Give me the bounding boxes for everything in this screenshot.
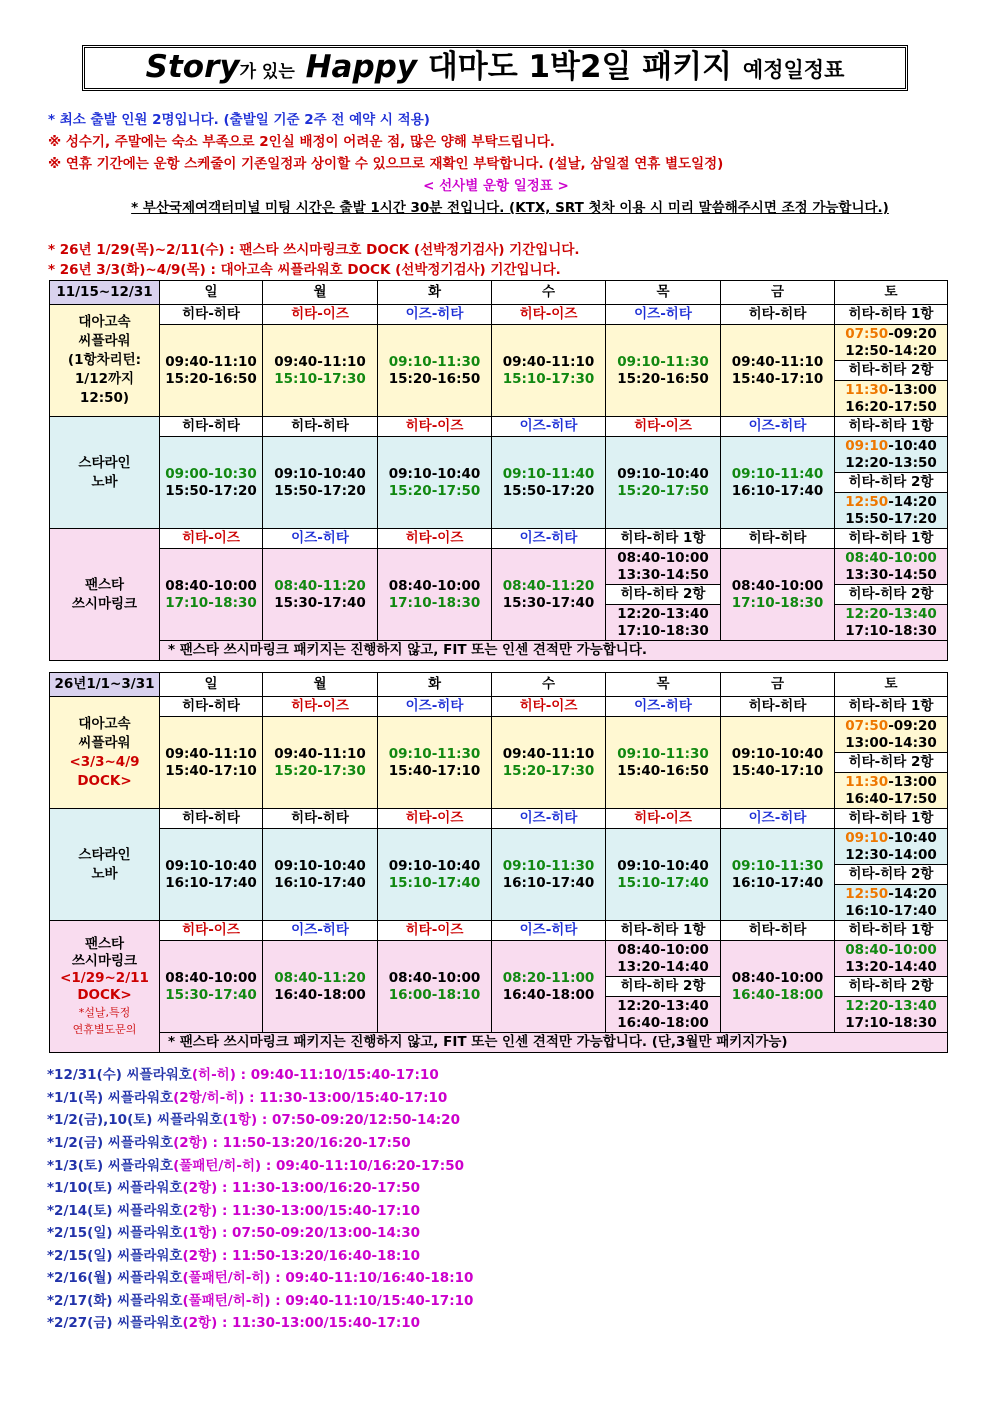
day-header: 화 [378, 673, 492, 697]
title-story: Story [145, 49, 240, 85]
route-cell: 이즈-히타 [492, 417, 606, 437]
route-cell: 히타-이즈 [378, 529, 492, 549]
time-cell: 09:10-10:40 15:20-17:50 [606, 437, 721, 529]
route-cell: 히타-히타 [721, 921, 835, 941]
title-ga: 가 있는 [239, 62, 295, 82]
sat-route-1: 히타-히타 1항 [835, 305, 948, 325]
thu-route-1: 히타-히타 1항 [606, 921, 721, 941]
day-header: 금 [721, 281, 835, 305]
exception-item: *12/31(수) 씨플라워호(히-히) : 09:40-11:10/15:40-17:10 [47, 1067, 439, 1083]
sat-route-2: 히타-히타 2항 [835, 977, 948, 997]
schedule-table-1 [49, 280, 948, 661]
notice-min-people: * 최소 출발 인원 2명입니다. (출발일 기준 2주 전 예약 시 적용) [48, 112, 430, 128]
route-cell: 히타-히타 [160, 809, 263, 829]
operator-pan: 팬스타 쓰시마링크 <1/29~2/11 DOCK> *설날,특정 연휴별도문의 [50, 921, 160, 1053]
time-cell: 08:40-11:20 15:30-17:40 [263, 549, 378, 641]
route-cell: 이즈-히타 [378, 697, 492, 717]
route-cell: 히타-히타 [160, 417, 263, 437]
day-header: 토 [835, 673, 948, 697]
day-header: 목 [606, 281, 721, 305]
sat-route-1: 히타-히타 1항 [835, 809, 948, 829]
day-header: 금 [721, 673, 835, 697]
time-cell: 08:40-10:00 17:10-18:30 [721, 549, 835, 641]
sat-time-1: 07:50-09:20 12:50-14:20 [835, 325, 948, 361]
operator-daea: 대아고속 씨플라워 (1항차리턴: 1/12까지 12:50) [50, 305, 160, 417]
exception-item: *1/10(토) 씨플라워호(2항) : 11:30-13:00/16:20-17:50 [47, 1180, 421, 1196]
route-cell: 이즈-히타 [606, 697, 721, 717]
sat-route-2: 히타-히타 2항 [835, 585, 948, 605]
route-cell: 히타-히타 [160, 697, 263, 717]
panstar-note: * 팬스타 쓰시마링크 패키지는 진행하지 않고, FIT 또는 인센 견적만 가능합니다. [160, 641, 948, 661]
period-label: 11/15~12/31 [50, 281, 160, 305]
thu-time-1: 08:40-10:00 13:30-14:50 [606, 549, 721, 585]
time-cell: 08:40-10:00 17:10-18:30 [378, 549, 492, 641]
time-cell: 09:10-10:40 15:10-17:40 [378, 829, 492, 921]
sat-time-2: 12:20-13:40 17:10-18:30 [835, 605, 948, 641]
route-cell: 히타-히타 [721, 697, 835, 717]
operator-pan: 팬스타 쓰시마링크 [50, 529, 160, 661]
sat-time-2: 12:20-13:40 17:10-18:30 [835, 997, 948, 1033]
time-cell: 09:40-11:10 15:40-17:10 [160, 717, 263, 809]
title-main: 대마도 1박2일 패키지 [427, 49, 733, 85]
time-cell: 09:10-11:30 15:20-16:50 [606, 325, 721, 417]
route-cell: 이즈-히타 [492, 529, 606, 549]
sat-route-1: 히타-히타 1항 [835, 697, 948, 717]
route-cell: 히타-이즈 [606, 417, 721, 437]
sat-time-1: 09:10-10:40 12:20-13:50 [835, 437, 948, 473]
time-cell: 09:10-10:40 15:50-17:20 [263, 437, 378, 529]
sat-route-1: 히타-히타 1항 [835, 921, 948, 941]
exception-item: *2/16(월) 씨플라워호(풀패턴/히-히) : 09:40-11:10/16:40-18:10 [47, 1270, 474, 1286]
day-header: 수 [492, 673, 606, 697]
route-cell: 히타-이즈 [378, 809, 492, 829]
thu-time-1: 08:40-10:00 13:20-14:40 [606, 941, 721, 977]
route-cell: 이즈-히타 [606, 305, 721, 325]
time-cell: 09:10-11:30 15:40-16:50 [606, 717, 721, 809]
route-cell: 히타-이즈 [263, 697, 378, 717]
exception-item: *2/15(일) 씨플라워호(2항) : 11:50-13:20/16:40-18:10 [47, 1248, 421, 1264]
day-header: 토 [835, 281, 948, 305]
day-header: 일 [160, 673, 263, 697]
exception-item: *1/2(금),10(토) 씨플라워호(1항) : 07:50-09:20/12:50-14:20 [47, 1112, 460, 1128]
day-header: 월 [263, 281, 378, 305]
thu-route-2: 히타-히타 2항 [606, 585, 721, 605]
time-cell: 09:10-11:30 15:40-17:10 [378, 717, 492, 809]
thu-time-2: 12:20-13:40 17:10-18:30 [606, 605, 721, 641]
time-cell: 08:40-11:20 15:30-17:40 [492, 549, 606, 641]
route-cell: 이즈-히타 [263, 529, 378, 549]
route-cell: 이즈-히타 [721, 417, 835, 437]
route-cell: 이즈-히타 [263, 921, 378, 941]
time-cell: 09:10-11:30 16:10-17:40 [721, 829, 835, 921]
notice-peak: ※ 성수기, 주말에는 숙소 부족으로 2인실 배정이 어려운 점, 많은 양해 부탁드립니다. [48, 134, 555, 150]
time-cell: 08:40-10:00 17:10-18:30 [160, 549, 263, 641]
exception-item: *2/27(금) 씨플라워호(2항) : 11:30-13:00/15:40-17:10 [47, 1315, 421, 1331]
page-title [82, 45, 908, 91]
time-cell: 09:10-11:30 16:10-17:40 [492, 829, 606, 921]
thu-route-2: 히타-히타 2항 [606, 977, 721, 997]
time-cell: 09:10-10:40 15:10-17:40 [606, 829, 721, 921]
route-cell: 히타-이즈 [160, 529, 263, 549]
route-cell: 히타-히타 [721, 305, 835, 325]
route-cell: 이즈-히타 [492, 809, 606, 829]
panstar-note: * 팬스타 쓰시마링크 패키지는 진행하지 않고, FIT 또는 인센 견적만 가능합니다. (단,3월만 패키지가능) [160, 1033, 948, 1053]
route-cell: 히타-히타 [160, 305, 263, 325]
sat-time-1: 07:50-09:20 13:00-14:30 [835, 717, 948, 753]
sat-route-1: 히타-히타 1항 [835, 417, 948, 437]
day-header: 일 [160, 281, 263, 305]
sat-time-1: 08:40-10:00 13:20-14:40 [835, 941, 948, 977]
route-cell: 히타-히타 [263, 809, 378, 829]
time-cell: 09:00-10:30 15:50-17:20 [160, 437, 263, 529]
exception-item: *1/1(목) 씨플라워호(2항/히-히) : 11:30-13:00/15:40-17:10 [47, 1090, 448, 1106]
sat-route-2: 히타-히타 2항 [835, 865, 948, 885]
day-header: 목 [606, 673, 721, 697]
sat-time-2: 12:50-14:20 15:50-17:20 [835, 493, 948, 529]
exception-item: *1/2(금) 씨플라워호(2항) : 11:50-13:20/16:20-17:50 [47, 1135, 411, 1151]
sat-time-1: 09:10-10:40 12:30-14:00 [835, 829, 948, 865]
time-cell: 09:40-11:10 15:20-17:30 [492, 717, 606, 809]
time-cell: 09:10-10:40 16:10-17:40 [160, 829, 263, 921]
route-cell: 히타-이즈 [606, 809, 721, 829]
exception-item: *2/14(토) 씨플라워호(2항) : 11:30-13:00/15:40-17:10 [47, 1203, 421, 1219]
sat-route-1: 히타-히타 1항 [835, 529, 948, 549]
schedule-table-2 [49, 672, 948, 1053]
notice-holiday: ※ 연휴 기간에는 운항 스케줄이 기존일정과 상이할 수 있으므로 재확인 부탁합니다. (설날, 삼일절 연휴 별도일정) [48, 156, 724, 172]
route-cell: 히타-이즈 [263, 305, 378, 325]
route-cell: 히타-히타 [721, 529, 835, 549]
time-cell: 08:40-11:20 16:40-18:00 [263, 941, 378, 1033]
operator-star: 스타라인 노바 [50, 417, 160, 529]
time-cell: 09:40-11:10 15:40-17:10 [721, 325, 835, 417]
route-cell: 히타-이즈 [492, 305, 606, 325]
time-cell: 08:20-11:00 16:40-18:00 [492, 941, 606, 1033]
time-cell: 08:40-10:00 16:40-18:00 [721, 941, 835, 1033]
thu-route-1: 히타-히타 1항 [606, 529, 721, 549]
title-sub: 예정일정표 [742, 58, 845, 82]
time-cell: 08:40-10:00 16:00-18:10 [378, 941, 492, 1033]
sat-time-2: 11:30-13:00 16:20-17:50 [835, 381, 948, 417]
route-cell: 히타-이즈 [492, 697, 606, 717]
period-label: 26년1/1~3/31 [50, 673, 160, 697]
sat-route-2: 히타-히타 2항 [835, 473, 948, 493]
sat-time-2: 12:50-14:20 16:10-17:40 [835, 885, 948, 921]
title-happy: Happy [305, 49, 418, 85]
exception-item: *1/3(토) 씨플라워호(풀패턴/히-히) : 09:40-11:10/16:20-17:50 [47, 1158, 464, 1174]
time-cell: 09:40-11:10 15:20-17:30 [263, 717, 378, 809]
time-cell: 09:10-10:40 16:10-17:40 [263, 829, 378, 921]
day-header: 수 [492, 281, 606, 305]
exception-item: *2/17(화) 씨플라워호(풀패턴/히-히) : 09:40-11:10/15:40-17:10 [47, 1293, 474, 1309]
time-cell: 09:10-11:30 15:20-16:50 [378, 325, 492, 417]
day-header: 화 [378, 281, 492, 305]
route-cell: 히타-히타 [263, 417, 378, 437]
thu-time-2: 12:20-13:40 16:40-18:00 [606, 997, 721, 1033]
time-cell: 09:40-11:10 15:10-17:30 [263, 325, 378, 417]
exception-item: *2/15(일) 씨플라워호(1항) : 07:50-09:20/13:00-14:30 [47, 1225, 421, 1241]
meeting-notice: * 부산국제여객터미널 미팅 시간은 출발 1시간 30분 전입니다. (KTX, SRT 첫차 이용 시 미리 말씀해주시면 조정 가능합니다.) [131, 200, 889, 216]
sat-route-2: 히타-히타 2항 [835, 361, 948, 381]
sat-time-2: 11:30-13:00 16:40-17:50 [835, 773, 948, 809]
time-cell: 09:10-10:40 15:40-17:10 [721, 717, 835, 809]
dock-notice-2: * 26년 3/3(화)~4/9(목) : 대아고속 씨플라워호 DOCK (선박정기검사) 기간입니다. [48, 262, 561, 278]
operator-daea: 대아고속 씨플라워 <3/3~4/9 DOCK> [50, 697, 160, 809]
sat-route-2: 히타-히타 2항 [835, 753, 948, 773]
route-cell: 히타-이즈 [160, 921, 263, 941]
time-cell: 09:10-11:40 16:10-17:40 [721, 437, 835, 529]
sat-time-1: 08:40-10:00 13:30-14:50 [835, 549, 948, 585]
route-cell: 이즈-히타 [378, 305, 492, 325]
time-cell: 09:10-11:40 15:50-17:20 [492, 437, 606, 529]
route-cell: 이즈-히타 [492, 921, 606, 941]
route-cell: 히타-이즈 [378, 417, 492, 437]
section-title: < 선사별 운항 일정표 > [423, 178, 569, 194]
operator-star: 스타라인 노바 [50, 809, 160, 921]
route-cell: 이즈-히타 [721, 809, 835, 829]
time-cell: 09:40-11:10 15:10-17:30 [492, 325, 606, 417]
dock-notice-1: * 26년 1/29(목)~2/11(수) : 팬스타 쓰시마링크호 DOCK (선박정기검사) 기간입니다. [48, 242, 580, 258]
day-header: 월 [263, 673, 378, 697]
route-cell: 히타-이즈 [378, 921, 492, 941]
time-cell: 08:40-10:00 15:30-17:40 [160, 941, 263, 1033]
time-cell: 09:10-10:40 15:20-17:50 [378, 437, 492, 529]
time-cell: 09:40-11:10 15:20-16:50 [160, 325, 263, 417]
